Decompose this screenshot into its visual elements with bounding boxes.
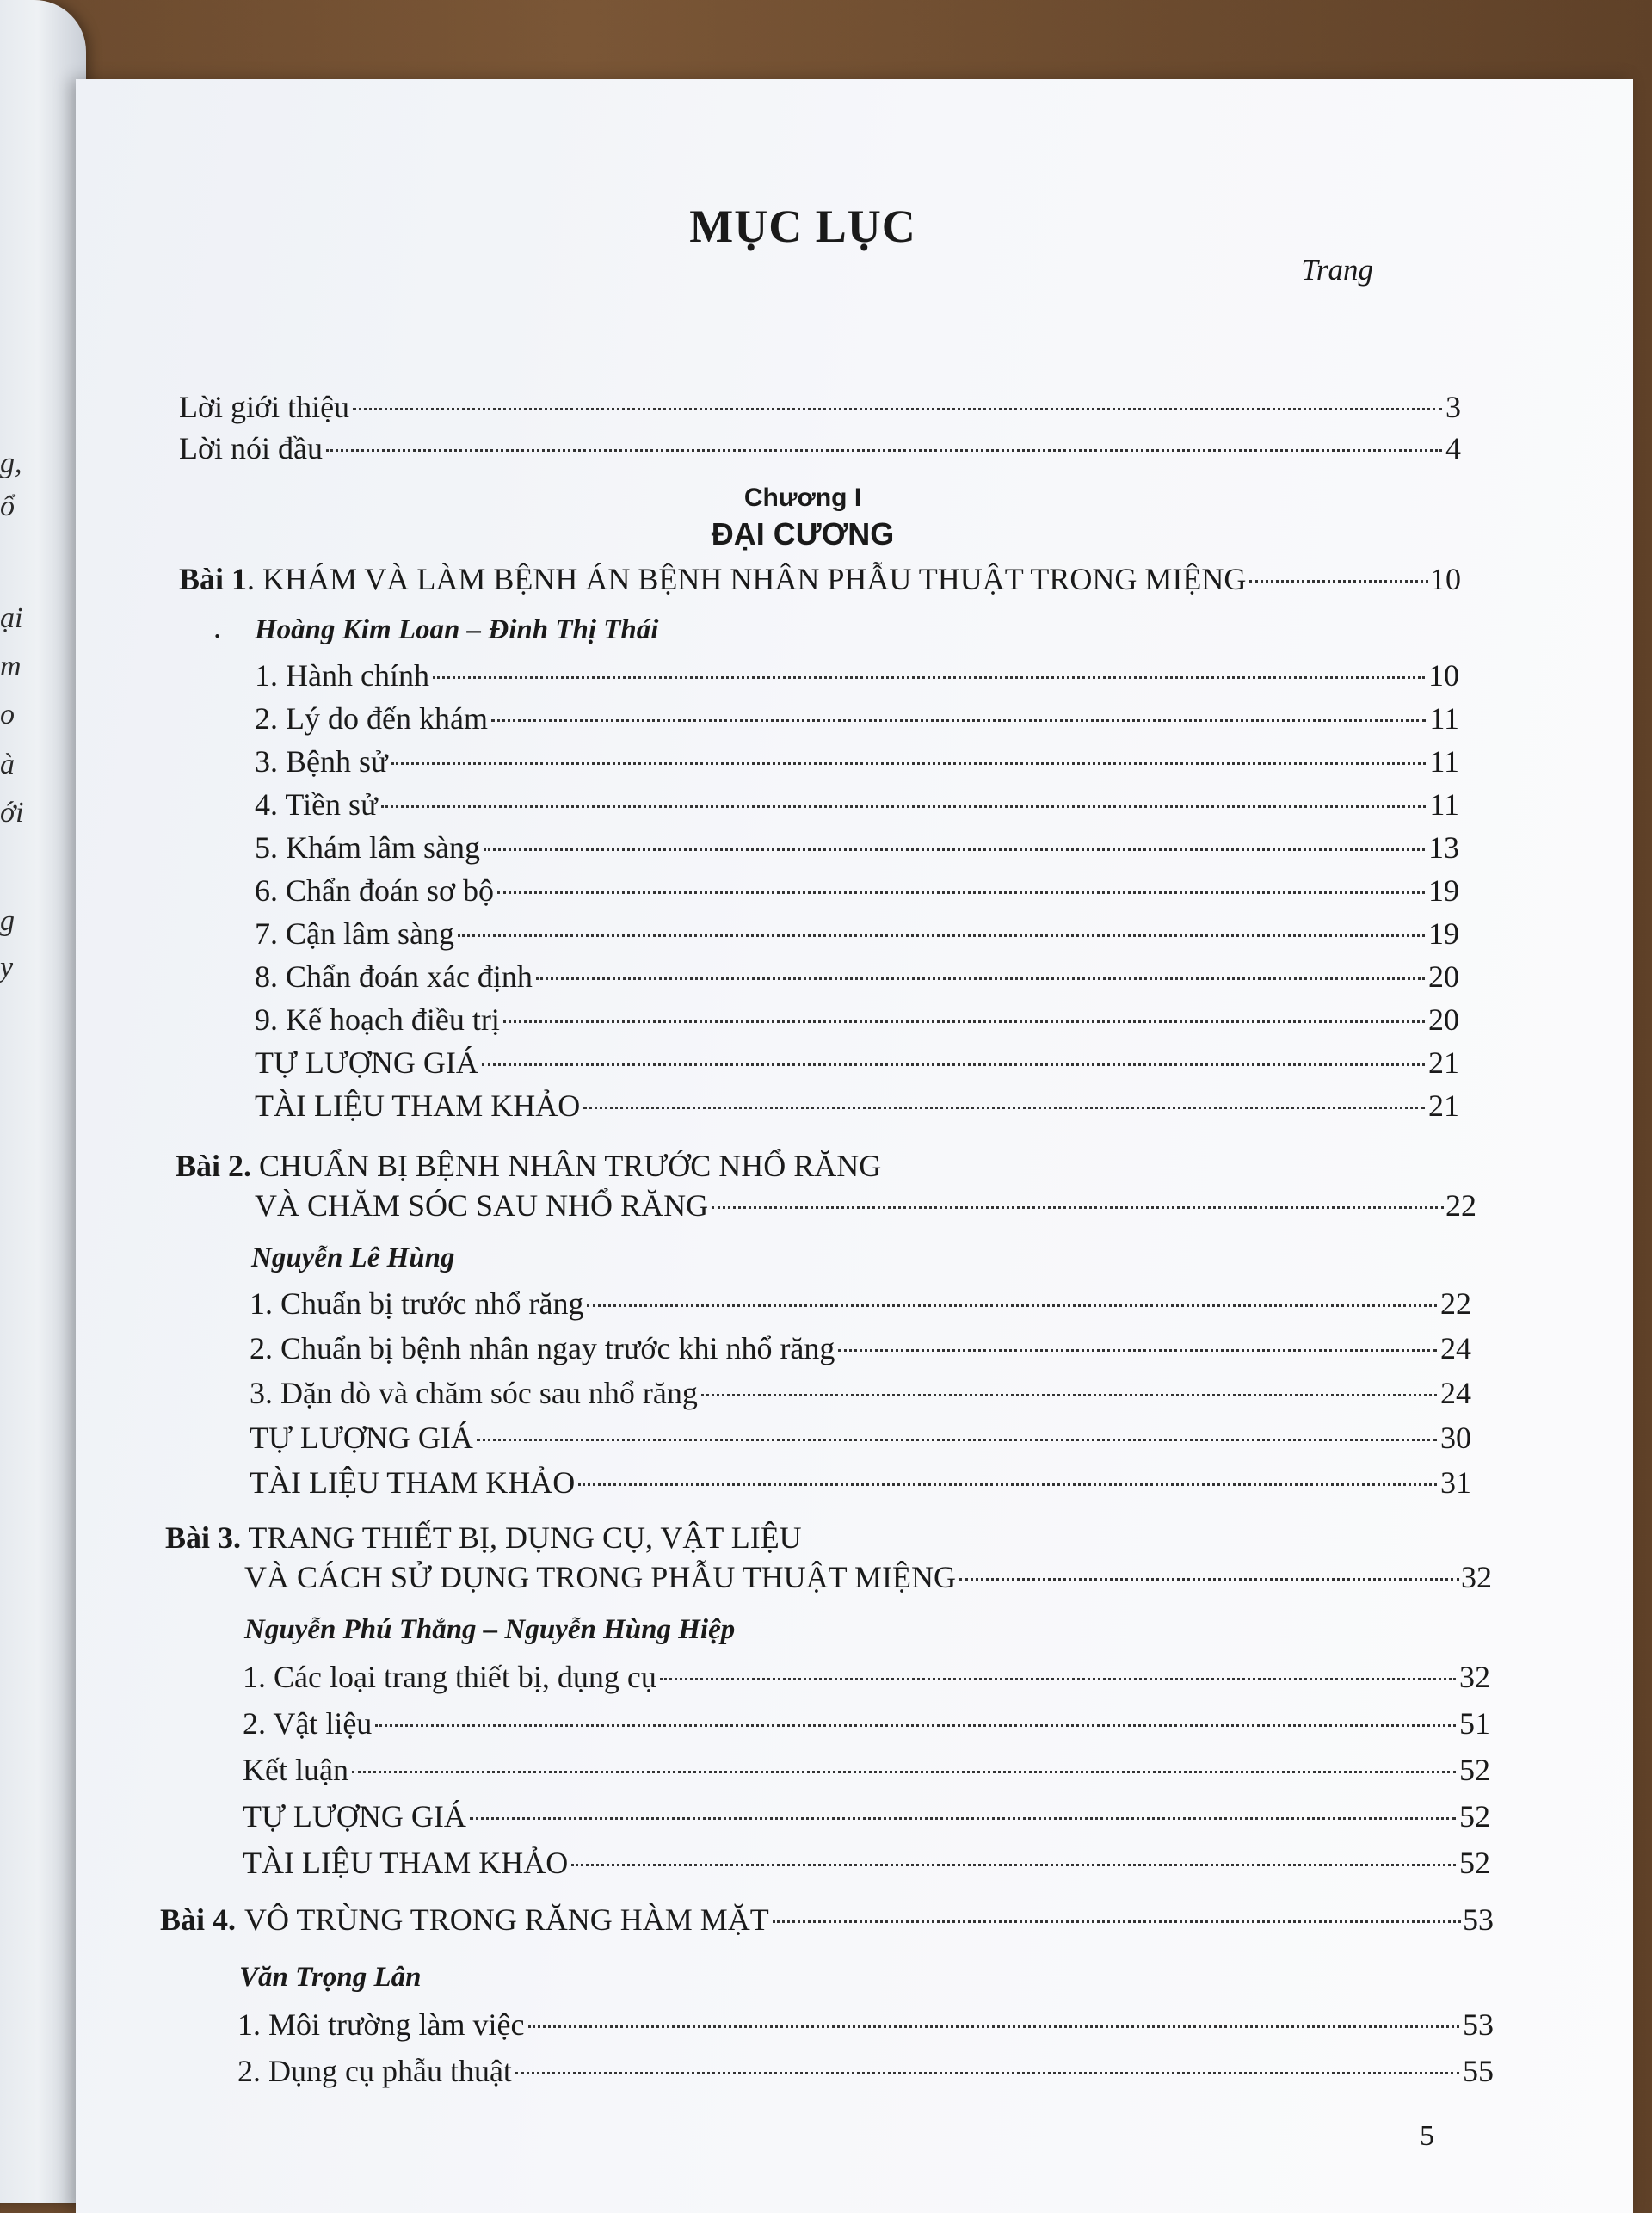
toc-entry-page: 31 xyxy=(1440,1465,1471,1500)
toc-entry xyxy=(255,959,1459,995)
toc-entry-page: 13 xyxy=(1428,830,1459,865)
toc-entry xyxy=(179,430,1461,466)
toc-entry-label: Lời giới thiệu xyxy=(179,390,350,424)
toc-entry xyxy=(237,2053,1494,2089)
dot-leader xyxy=(571,1864,1456,1866)
dot-leader xyxy=(660,1678,1456,1680)
dot-leader xyxy=(381,805,1427,808)
toc-entry-page: 51 xyxy=(1459,1706,1490,1741)
toc-entry xyxy=(255,657,1459,693)
toc-entry xyxy=(243,1798,1490,1834)
dot-leader xyxy=(536,977,1425,980)
toc-entry-label: Kết luận xyxy=(243,1753,348,1787)
lesson-authors: Nguyễn Phú Thắng – Nguyễn Hùng Hiệp xyxy=(244,1614,736,1645)
lesson-title: . KHÁM VÀ LÀM BỆNH ÁN BỆNH NHÂN PHẪU THUẬT TRONG MIỆNG xyxy=(247,562,1247,596)
toc-entry xyxy=(250,1285,1471,1322)
toc-entry-page: 20 xyxy=(1428,959,1459,994)
lesson-heading-line xyxy=(176,1148,881,1184)
prev-page-fragment: o xyxy=(0,699,15,730)
toc-entry-page: 21 xyxy=(1428,1088,1459,1123)
toc-entry xyxy=(255,1088,1459,1124)
lesson-heading xyxy=(179,561,1461,597)
lesson-authors: Hoàng Kim Loan – Đinh Thị Thái xyxy=(255,614,659,645)
toc-entry-label: 2. Lý do đến khám xyxy=(255,701,488,736)
toc-entry xyxy=(243,1845,1490,1881)
dot-leader xyxy=(959,1578,1459,1581)
toc-entry xyxy=(255,1045,1459,1081)
toc-entry-label: 1. Các loại trang thiết bị, dụng cụ xyxy=(243,1660,656,1694)
toc-entry-page: 24 xyxy=(1440,1376,1471,1410)
toc-entry-label: 1. Môi trường làm việc xyxy=(237,2007,525,2042)
toc-entry-page: 52 xyxy=(1459,1799,1490,1834)
toc-entry-label: 2. Chuẩn bị bệnh nhân ngay trước khi nhổ răng xyxy=(250,1331,835,1365)
toc-entry-label: TÀI LIỆU THAM KHẢO xyxy=(243,1846,569,1880)
prev-page-fragment: ới xyxy=(0,797,24,829)
lesson-heading-line xyxy=(165,1520,802,1556)
lesson-title-continued: VÀ CÁCH SỬ DỤNG TRONG PHẪU THUẬT MIỆNG xyxy=(244,1560,956,1594)
toc-entry-page: 24 xyxy=(1440,1331,1471,1365)
toc-entry xyxy=(255,700,1459,737)
dot-leader xyxy=(326,449,1442,452)
toc-entry-label: 2. Dụng cụ phẫu thuật xyxy=(237,2054,512,2088)
dot-leader xyxy=(503,1020,1425,1023)
lesson-title: VÔ TRÙNG TRONG RĂNG HÀM MẶT xyxy=(244,1902,769,1937)
lesson-title-continued: VÀ CHĂM SÓC SAU NHỔ RĂNG xyxy=(255,1188,709,1223)
toc-entry xyxy=(250,1375,1471,1411)
toc-entry-page: 20 xyxy=(1428,1002,1459,1037)
toc-entry-page: 3 xyxy=(1446,390,1461,424)
toc-entry xyxy=(243,1752,1490,1788)
dot-leader xyxy=(484,848,1425,851)
page-column-label: Trang xyxy=(1301,253,1373,287)
lesson-page: 32 xyxy=(1461,1560,1492,1594)
toc-entry xyxy=(237,2006,1494,2043)
lesson-prefix: Bài 2. xyxy=(176,1149,252,1183)
toc-entry-label: 2. Vật liệu xyxy=(243,1706,373,1741)
prev-page-fragment: ổ xyxy=(0,490,15,522)
dot-leader xyxy=(482,1063,1425,1066)
toc-entry-page: 4 xyxy=(1446,431,1461,465)
toc-entry xyxy=(250,1420,1471,1456)
dot-leader xyxy=(491,719,1426,722)
toc-entry-label: TÀI LIỆU THAM KHẢO xyxy=(255,1088,581,1123)
toc-entry-label: 4. Tiền sử xyxy=(255,787,378,822)
toc-entry xyxy=(255,1002,1459,1038)
toc-entry-label: 1. Chuẩn bị trước nhổ răng xyxy=(250,1286,584,1321)
toc-entry-page: 11 xyxy=(1429,787,1459,822)
prev-page-fragment: m xyxy=(0,650,22,682)
toc-entry-page: 10 xyxy=(1428,658,1459,693)
toc-title: MỤC LỤC xyxy=(689,200,916,252)
lesson-heading xyxy=(255,1187,1476,1224)
dot-leader xyxy=(528,2025,1460,2028)
prev-page-fragment: g xyxy=(0,905,15,937)
chapter-number: Chương I xyxy=(743,484,862,512)
dot-leader xyxy=(578,1483,1437,1486)
lesson-authors: Văn Trọng Lân xyxy=(239,1962,422,1993)
toc-entry xyxy=(255,915,1459,952)
dot-leader xyxy=(458,934,1425,937)
dot-leader xyxy=(587,1304,1437,1307)
toc-entry-page: 21 xyxy=(1428,1045,1459,1080)
toc-entry xyxy=(255,786,1459,823)
book-page xyxy=(76,79,1633,2213)
lesson-prefix: Bài 4. xyxy=(160,1902,237,1937)
dot-leader xyxy=(712,1206,1444,1209)
toc-entry xyxy=(243,1705,1490,1741)
prev-page-fragment: y xyxy=(0,952,14,983)
dot-leader xyxy=(497,891,1425,894)
dot-leader xyxy=(391,762,1427,765)
lesson-title: CHUẨN BỊ BỆNH NHÂN TRƯỚC NHỔ RĂNG xyxy=(259,1149,882,1183)
dot-leader xyxy=(838,1349,1437,1352)
lesson-prefix: Bài 1 xyxy=(179,562,248,596)
dot-leader xyxy=(375,1724,1456,1727)
lesson-authors: Nguyễn Lê Hùng xyxy=(251,1242,455,1273)
toc-entry-label: 3. Dặn dò và chăm sóc sau nhổ răng xyxy=(250,1376,698,1410)
dot-leader xyxy=(773,1920,1461,1923)
toc-entry-label: Lời nói đầu xyxy=(179,431,324,465)
prev-page-fragment: g, xyxy=(0,447,22,479)
toc-entry-page: 32 xyxy=(1459,1660,1490,1694)
toc-entry-page: 53 xyxy=(1463,2007,1494,2042)
toc-entry-page: 55 xyxy=(1463,2054,1494,2088)
toc-entry-label: 3. Bệnh sử xyxy=(255,744,388,779)
toc-entry-page: 52 xyxy=(1459,1846,1490,1880)
toc-entry-label: TỰ LƯỢNG GIÁ xyxy=(255,1045,478,1080)
previous-page-edge xyxy=(0,0,86,2203)
toc-entry-label: TỰ LƯỢNG GIÁ xyxy=(250,1421,473,1455)
dot-leader xyxy=(515,2072,1459,2074)
toc-entry xyxy=(250,1330,1471,1366)
toc-entry-label: TỰ LƯỢNG GIÁ xyxy=(243,1799,466,1834)
page-number: 5 xyxy=(1420,2120,1434,2152)
toc-entry-page: 22 xyxy=(1440,1286,1471,1321)
chapter-title: ĐẠI CƯƠNG xyxy=(711,516,895,552)
lesson-title: TRANG THIẾT BỊ, DỤNG CỤ, VẬT LIỆU xyxy=(248,1520,802,1555)
dot-leader xyxy=(433,676,1425,679)
lesson-heading xyxy=(160,1902,1494,1938)
lesson-page: 22 xyxy=(1446,1188,1476,1223)
toc-entry-page: 30 xyxy=(1440,1421,1471,1455)
toc-entry-label: 6. Chẩn đoán sơ bộ xyxy=(255,873,495,908)
toc-entry xyxy=(255,829,1459,866)
toc-entry-label: 5. Khám lâm sàng xyxy=(255,830,480,865)
toc-entry-page: 11 xyxy=(1429,744,1459,779)
toc-entry-label: 9. Kế hoạch điều trị xyxy=(255,1002,500,1037)
toc-entry xyxy=(255,743,1459,780)
stray-dot: . xyxy=(213,610,221,644)
prev-page-fragment: ại xyxy=(0,602,23,634)
dot-leader xyxy=(477,1439,1437,1441)
lesson-page: 10 xyxy=(1430,562,1461,596)
lesson-prefix: Bài 3. xyxy=(165,1520,242,1555)
prev-page-fragment: à xyxy=(0,749,15,780)
toc-entry-label: 1. Hành chính xyxy=(255,658,429,693)
toc-entry-label: TÀI LIỆU THAM KHẢO xyxy=(250,1465,576,1500)
toc-entry-page: 52 xyxy=(1459,1753,1490,1787)
toc-entry xyxy=(255,872,1459,909)
toc-entry-page: 19 xyxy=(1428,916,1459,951)
dot-leader xyxy=(352,1771,1456,1773)
toc-entry xyxy=(179,389,1461,425)
toc-entry-page: 19 xyxy=(1428,873,1459,908)
dot-leader xyxy=(701,1394,1437,1396)
dot-leader xyxy=(583,1106,1425,1109)
dot-leader xyxy=(470,1817,1456,1820)
toc-entry-label: 7. Cận lâm sàng xyxy=(255,916,454,951)
lesson-heading xyxy=(244,1559,1492,1595)
lesson-page: 53 xyxy=(1463,1902,1494,1937)
toc-entry xyxy=(250,1464,1471,1501)
toc-entry-label: 8. Chẩn đoán xác định xyxy=(255,959,533,994)
toc-entry xyxy=(243,1659,1490,1695)
dot-leader xyxy=(353,408,1442,410)
dot-leader xyxy=(1249,580,1428,583)
toc-entry-page: 11 xyxy=(1429,701,1459,736)
